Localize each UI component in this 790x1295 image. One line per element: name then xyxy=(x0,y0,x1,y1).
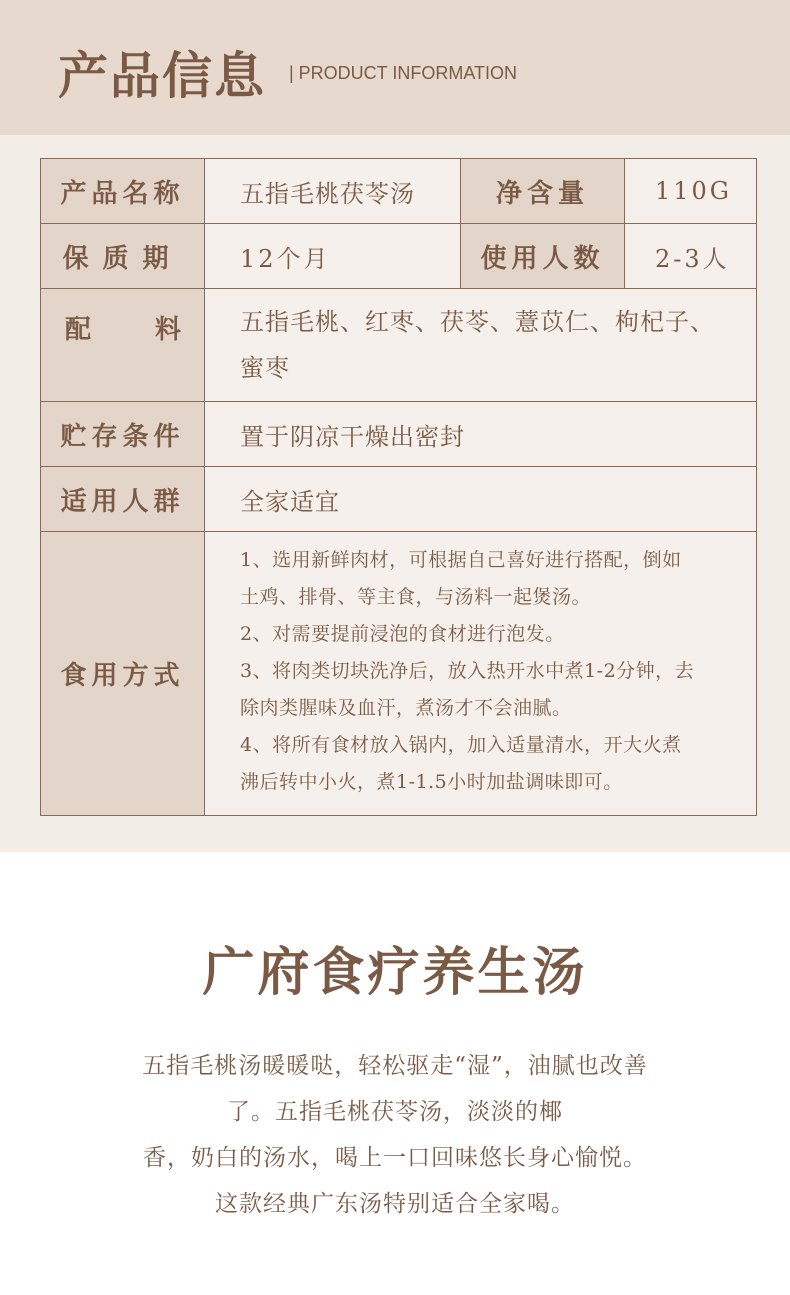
description-line: 这款经典广东汤特别适合全家喝。 xyxy=(215,1191,575,1217)
servings-label: 使用人数 xyxy=(461,224,625,289)
shelf-life-value: 12个月 xyxy=(205,224,461,289)
ingredients-line: 五指毛桃、红枣、茯苓、薏苡仁、枸杞子、 xyxy=(240,308,715,336)
ingredients-label xyxy=(41,289,205,402)
page-title: 产品信息 xyxy=(58,46,266,105)
servings-value: 2-3人 xyxy=(625,224,757,289)
description xyxy=(100,1043,690,1227)
method-line: 1、选用新鲜肉材，可根据自己喜好进行搭配，倒如 xyxy=(240,549,682,571)
table-row xyxy=(41,467,757,532)
method-line: 除肉类腥味及血汗，煮汤才不会油腻。 xyxy=(240,697,572,719)
net-weight-label: 净含量 xyxy=(461,159,625,224)
description-line: 了。五指毛桃茯苓汤，淡淡的椰 xyxy=(227,1099,563,1125)
suitable-label: 适用人群 xyxy=(41,467,205,532)
table-row xyxy=(41,402,757,467)
ingredients-value xyxy=(205,289,757,402)
ingredients-line: 蜜枣 xyxy=(240,354,290,382)
method-label: 食用方式 xyxy=(41,532,205,816)
table-row xyxy=(41,224,757,289)
product-info-table xyxy=(40,158,757,816)
storage-label: 贮存条件 xyxy=(41,402,205,467)
method-line: 4、将所有食材放入锅内，加入适量清水，开大火煮 xyxy=(240,734,682,756)
section-title: 广府食疗养生汤 xyxy=(202,942,588,1003)
method-line: 3、将肉类切块洗净后，放入热开水中煮1-2分钟，去 xyxy=(240,660,695,682)
name-value: 五指毛桃茯苓汤 xyxy=(205,159,461,224)
description-line: 香，奶白的汤水，喝上一口回味悠长身心愉悦。 xyxy=(143,1145,647,1171)
shelf-life-label: 保质期 xyxy=(41,224,205,289)
name-label: 产品名称 xyxy=(41,159,205,224)
description-line: 五指毛桃汤暖暖哒，轻松驱走“湿”，油腻也改善 xyxy=(142,1053,648,1079)
table-row xyxy=(41,159,757,224)
ingredients-label-char: 料 xyxy=(154,315,181,345)
net-weight-value: 110G xyxy=(625,159,757,224)
method-line: 沸后转中小火，煮1-1.5小时加盐调味即可。 xyxy=(240,771,623,793)
table-row xyxy=(41,289,757,402)
ingredients-label-char: 配 xyxy=(65,315,92,345)
method-line: 2、对需要提前浸泡的食材进行泡发。 xyxy=(240,623,565,645)
method-line: 土鸡、排骨、等主食，与汤料一起煲汤。 xyxy=(240,586,592,608)
suitable-value: 全家适宜 xyxy=(205,467,757,532)
method-value xyxy=(205,532,757,816)
table-row xyxy=(41,532,757,816)
storage-value: 置于阴凉干燥出密封 xyxy=(205,402,757,467)
page-subtitle: | PRODUCT INFORMATION xyxy=(289,63,518,83)
